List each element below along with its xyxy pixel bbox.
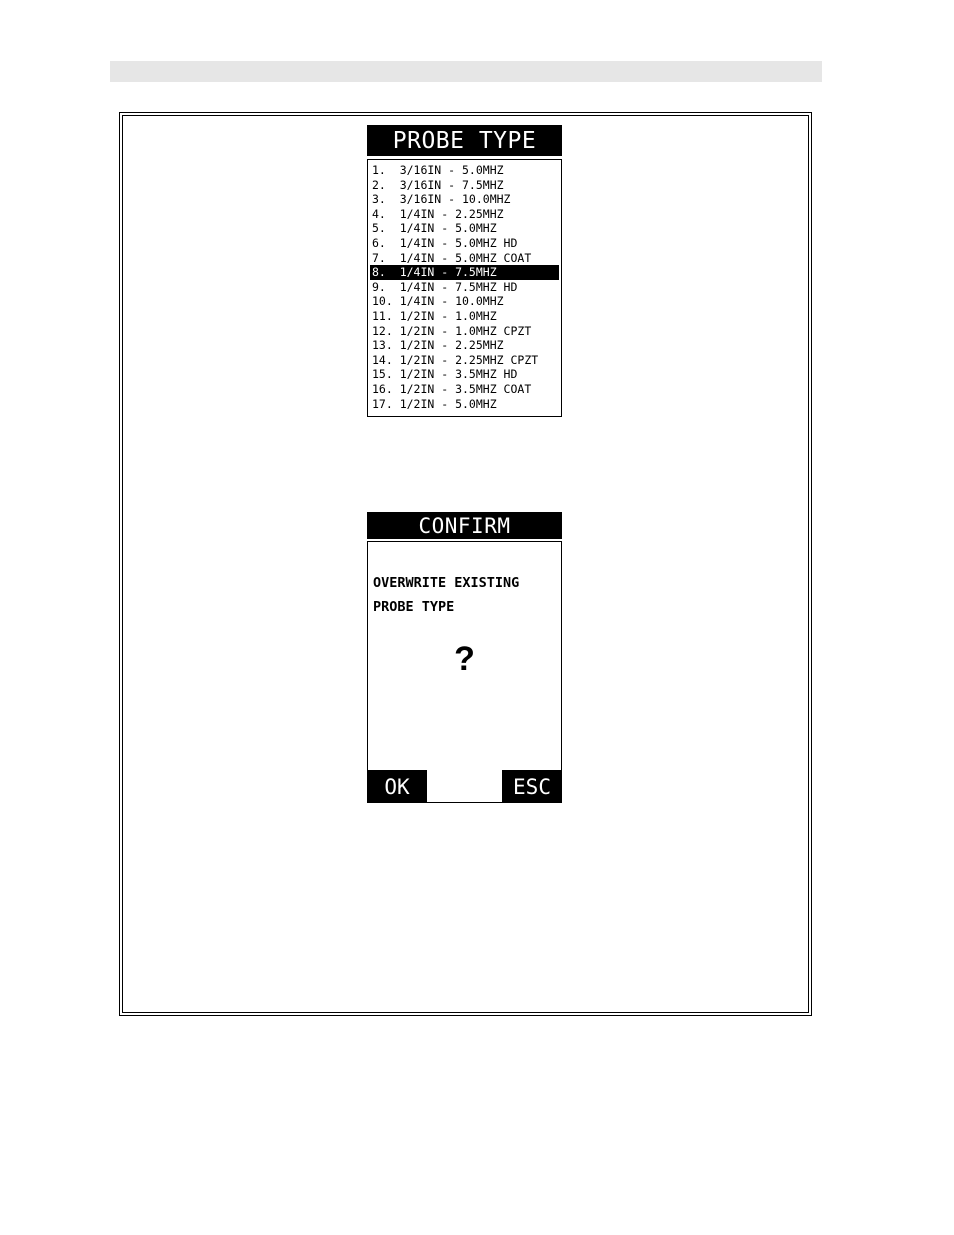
probe-type-title: PROBE TYPE [367,125,562,156]
ok-softkey[interactable]: OK [367,770,427,803]
probe-type-item-12[interactable]: 12. 1/2IN - 1.0MHZ CPZT [372,323,532,338]
question-mark: ? [454,640,475,678]
probe-type-item-11[interactable]: 11. 1/2IN - 1.0MHZ [372,308,497,323]
confirm-message-line1: OVERWRITE EXISTING [373,575,520,591]
probe-type-item-3[interactable]: 3. 3/16IN - 10.0MHZ [372,192,511,207]
esc-softkey[interactable]: ESC [502,770,562,803]
probe-type-item-8[interactable]: 8. 1/4IN - 7.5MHZ [370,265,559,280]
header-bar [110,61,822,82]
confirm-dialog [367,541,562,803]
probe-type-list [367,159,562,417]
probe-type-item-6[interactable]: 6. 1/4IN - 5.0MHZ HD [372,235,518,250]
probe-type-item-9[interactable]: 9. 1/4IN - 7.5MHZ HD [372,279,518,294]
probe-type-item-16[interactable]: 16. 1/2IN - 3.5MHZ COAT [372,381,532,396]
probe-type-item-10[interactable]: 10. 1/4IN - 10.0MHZ [372,294,504,309]
probe-type-item-14[interactable]: 14. 1/2IN - 2.25MHZ CPZT [372,352,539,367]
probe-type-item-13[interactable]: 13. 1/2IN - 2.25MHZ [372,338,504,353]
confirm-message-line2: PROBE TYPE [373,599,455,615]
probe-type-item-7[interactable]: 7. 1/4IN - 5.0MHZ COAT [372,250,532,265]
probe-type-item-17[interactable]: 17. 1/2IN - 5.0MHZ [372,396,497,411]
probe-type-item-15[interactable]: 15. 1/2IN - 3.5MHZ HD [372,367,518,382]
confirm-title: CONFIRM [367,512,562,539]
probe-type-item-1[interactable]: 1. 3/16IN - 5.0MHZ [372,163,504,177]
probe-type-item-4[interactable]: 4. 1/4IN - 2.25MHZ [372,206,504,221]
probe-type-item-2[interactable]: 2. 3/16IN - 7.5MHZ [372,177,504,192]
probe-type-item-5[interactable]: 5. 1/4IN - 5.0MHZ [372,221,497,236]
